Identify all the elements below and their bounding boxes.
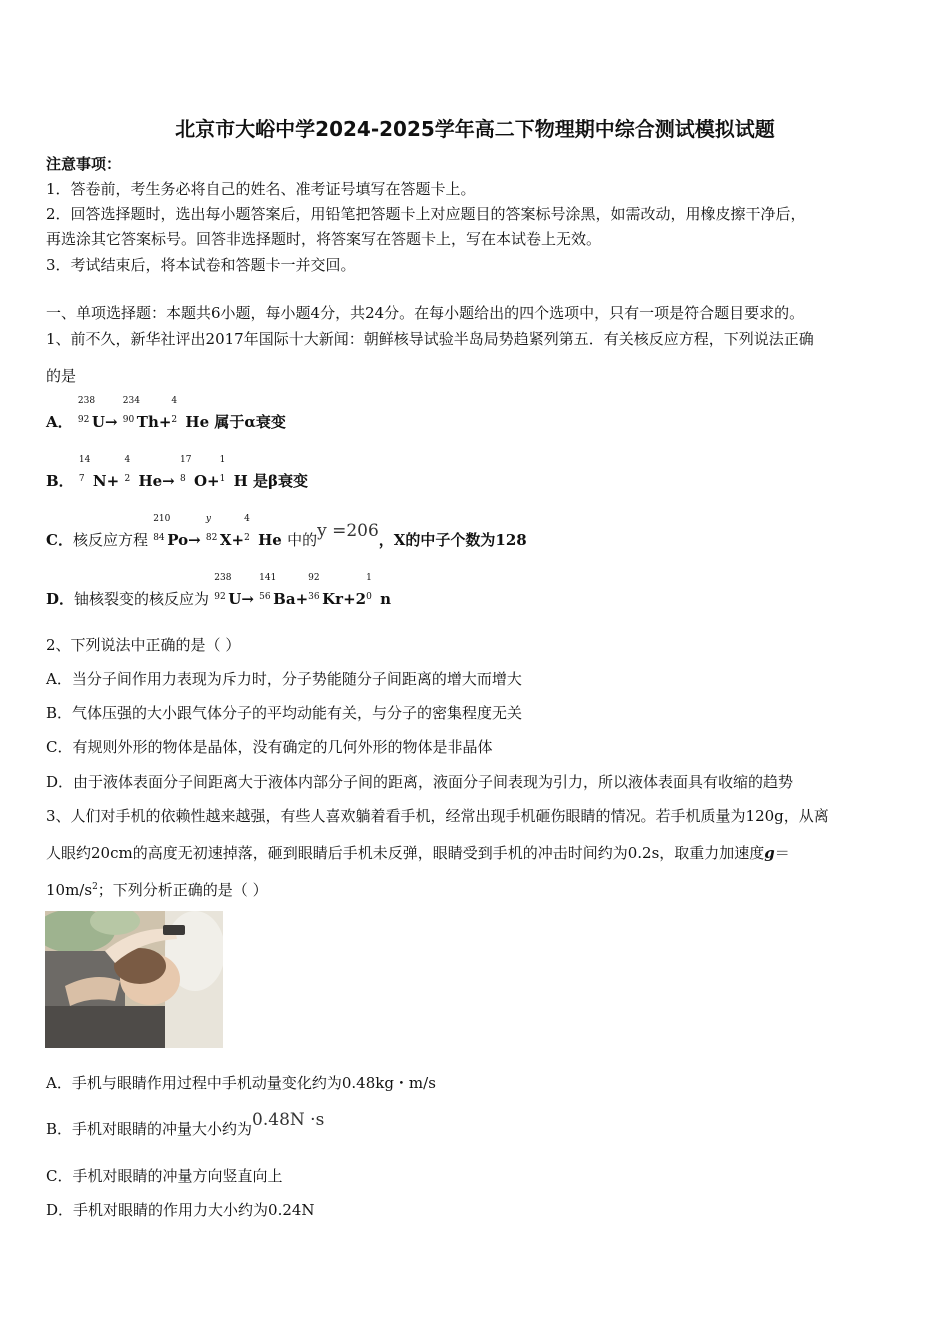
equation-y: y =206	[317, 521, 379, 541]
q3-option-b: B．手机对眼睛的冲量大小约为0.48N ·s	[46, 1110, 325, 1138]
notice-item-2: 2．回答选择题时，选出每小题答案后，用铅笔把答题卡上对应题目的答案标号涂黑，如需改动，用橡皮擦干净后，	[46, 205, 806, 223]
q1-option-c: C．核反应方程 210 84 Po→ y 82 X+ 4 2 He 中的y =206，X的中子个数为128	[46, 514, 527, 549]
nuclide-po210: 210 84 Po	[153, 514, 189, 549]
q2-option-b: B．气体压强的大小跟气体分子的平均动能有关，与分子的密集程度无关	[46, 704, 523, 722]
nuclide-n14: 14 7 N+	[78, 455, 120, 490]
q1-option-d: D．铀核裂变的核反应为 238 92 U→ 141 56 Ba+ 92 36 Kr+2 1 0 n	[46, 573, 391, 608]
q3-option-c: C．手机对眼睛的冲量方向竖直向上	[46, 1167, 283, 1185]
q2-option-a: A．当分子间作用力表现为斥力时，分子势能随分子间距离的增大而增大	[46, 670, 522, 688]
notice-item-2-cont: 再选涂其它答案标号。回答非选择题时，将答案写在答题卡上，写在本试卷上无效。	[46, 230, 602, 248]
q2-stem: 2、下列说法中正确的是（ ）	[46, 636, 241, 654]
q1-stem-cont: 的是	[46, 367, 77, 385]
nuclide-he4: 4 2 He	[171, 396, 210, 431]
nuclide-he4: 4 2 He	[244, 514, 282, 549]
q2-option-c: C．有规则外形的物体是晶体，没有确定的几何外形的物体是非晶体	[46, 738, 493, 756]
q1-stem: 1、前不久，新华社评出2017年国际十大新闻：朝鲜核导试验半岛局势趋紧列第五．有关核反应方程，下列说法正确	[46, 330, 814, 348]
nuclide-u238: 238 92 U	[214, 573, 242, 608]
nuclide-kr92: 92 36 Kr+2	[308, 573, 367, 608]
nuclide-h1: 1 1 H	[219, 455, 248, 490]
section-heading: 一、单项选择题：本题共6小题，每小题4分，共24分。在每小题给出的四个选项中，只有一项是符合题目要求的。	[46, 304, 805, 322]
nuclide-u238: 238 92 U	[77, 396, 105, 431]
q2-option-d: D．由于液体表面分子间距离大于液体内部分子间的距离，液面分子间表现为引力，所以液体表面具有收缩的趋势	[46, 773, 794, 791]
notice-item-3: 3．考试结束后，将本试卷和答题卡一并交回。	[46, 256, 356, 274]
nuclide-he4: 4 2 He	[124, 455, 163, 490]
notice-heading: 注意事项：	[46, 155, 122, 173]
nuclide-o17: 17 8 O+	[179, 455, 220, 490]
phone-drop-photo	[45, 911, 223, 1048]
nuclide-neutron: 1 0 n	[366, 573, 391, 608]
q3-stem-cont-2: $10m/s^2$；下列分析正确的是（ ）	[46, 881, 268, 899]
q3-stem: 3、人们对手机的依赖性越来越强，有些人喜欢躺着看手机，经常出现手机砸伤眼睛的情况。若手机质量为120g，从离	[46, 807, 829, 825]
phone-drop-illustration	[45, 911, 223, 1048]
nuclide-th234: 234 90 Th+	[122, 396, 172, 431]
nuclide-x: y 82 X+	[205, 514, 245, 549]
q3-option-d: D．手机对眼睛的作用力大小约为0.24N	[46, 1201, 315, 1219]
nuclide-ba141: 141 56 Ba+	[259, 573, 309, 608]
notice-item-1: 1．答卷前，考生务必将自己的姓名、准考证号填写在答题卡上。	[46, 180, 476, 198]
page-title: 北京市大峪中学2024-2025学年高二下物理期中综合测试模拟试题	[175, 117, 775, 141]
q3-stem-cont: 人眼约20cm的高度无初速掉落，砸到眼睛后手机未反弹，眼睛受到手机的冲击时间约为0.2s，取重力加速度g＝	[46, 844, 790, 862]
equation-impulse: 0.48N ·s	[252, 1110, 325, 1130]
q3-option-a: A．手机与眼睛作用过程中手机动量变化约为0.48kg・m/s	[46, 1074, 436, 1092]
q1-option-a: A． 238 92 U→ 234 90 Th+ 4 2 He 属于α衰变	[46, 396, 286, 431]
q1-option-b: B． 14 7 N+ 4 2 He→ 17 8 O+ 1 1 H 是β衰变	[46, 455, 308, 490]
